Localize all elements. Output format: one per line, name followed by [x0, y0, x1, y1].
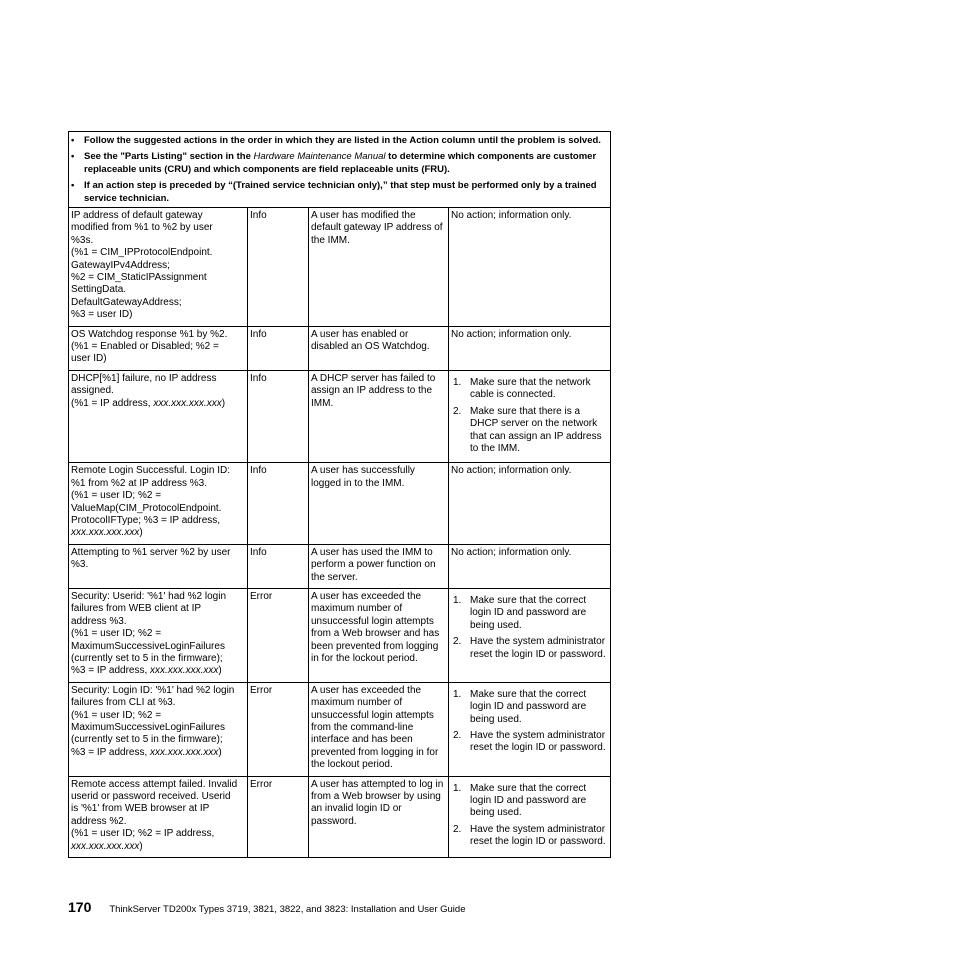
message-line: MaximumSuccessiveLoginFailures	[71, 722, 225, 734]
action-list	[451, 689, 608, 755]
message-line	[71, 398, 245, 410]
message-line: is '%1' from WEB browser at IP	[71, 803, 210, 815]
action-step	[451, 730, 608, 755]
message-line: %3.	[71, 559, 89, 571]
message-cell	[69, 588, 248, 682]
action-step	[451, 595, 608, 632]
table-row	[69, 370, 611, 462]
message-line: failures from WEB client at IP	[71, 603, 202, 615]
message-line: user ID)	[71, 353, 107, 365]
step-text: Have the system administrator reset the login ID or password.	[470, 823, 606, 848]
note-italic: Hardware Maintenance Manual	[253, 151, 386, 162]
step-number: 2.	[453, 405, 462, 417]
explanation-cell: A user has successfully logged in to the IMM.	[309, 463, 449, 544]
note-text: See the "Parts Listing" section in the	[84, 151, 254, 162]
message-line: %3s.	[71, 234, 94, 246]
action-cell	[449, 208, 611, 327]
message-line: (currently set to 5 in the firmware);	[71, 734, 223, 746]
action-step	[451, 783, 608, 820]
note-item	[71, 134, 608, 147]
action-cell	[449, 776, 611, 857]
explanation-cell: A user has modified the default gateway IP address of the IMM.	[309, 208, 449, 327]
action-cell	[449, 326, 611, 370]
message-line: address %2.	[71, 815, 127, 827]
message-fragment: )	[221, 397, 226, 409]
message-fragment: )	[139, 527, 143, 539]
action-text: No action; information only.	[451, 465, 572, 477]
message-fragment: )	[218, 746, 222, 758]
explanation-cell: A user has enabled or disabled an OS Watchdog.	[309, 326, 449, 370]
bullet-icon: •	[71, 151, 75, 162]
ip-placeholder: xxx.xxx.xxx.xxx	[150, 665, 219, 677]
message-line: DHCP[%1] failure, no IP address	[71, 372, 217, 384]
ip-placeholder: xxx.xxx.xxx.xxx	[153, 397, 222, 409]
note-text: If an action step is preceded by “(Trained service technician only),” that step must be performed only by a trained service technician.	[84, 180, 597, 204]
message-line: Security: Login ID: '%1' had %2 login	[71, 684, 235, 696]
action-cell	[449, 463, 611, 544]
severity-cell: Error	[248, 682, 309, 776]
message-fragment: )	[139, 840, 143, 852]
message-line: ValueMap(CIM_ProtocolEndpoint.	[71, 502, 222, 514]
message-line: (%1 = user ID; %2 = IP address,	[71, 828, 215, 840]
message-line: Remote Login Successful. Login ID:	[71, 465, 230, 477]
message-line: (%1 = Enabled or Disabled; %2 =	[71, 341, 219, 353]
message-fragment: )	[218, 665, 222, 677]
step-number: 1.	[453, 688, 462, 700]
step-number: 1.	[453, 782, 462, 794]
step-text: Make sure that the correct login ID and password are being used.	[470, 688, 587, 725]
explanation-cell: A user has exceeded the maximum number of unsuccessful login attempts from a Web browser and has been prevented from logging in for the lockout period.	[309, 588, 449, 682]
page-number: 170	[68, 899, 92, 915]
action-step	[451, 406, 608, 456]
notes-row	[69, 132, 611, 208]
message-line	[71, 747, 245, 759]
message-line: Security: Userid: '%1' had %2 login	[71, 590, 227, 602]
note-item	[71, 179, 608, 205]
action-step	[451, 636, 608, 661]
step-number: 1.	[453, 376, 462, 388]
ip-placeholder: xxx.xxx.xxx.xxx	[150, 746, 219, 758]
message-line: %3 = user ID)	[71, 309, 133, 321]
message-line: modified from %1 to %2 by user	[71, 222, 213, 234]
notes-list	[71, 134, 608, 205]
message-cell	[69, 326, 248, 370]
message-cell	[69, 370, 248, 462]
message-line: failures from CLI at %3.	[71, 697, 176, 709]
message-line: address %3.	[71, 615, 127, 627]
action-cell	[449, 588, 611, 682]
message-fragment: %3 = IP address,	[71, 665, 151, 677]
step-text: Make sure that there is a DHCP server on the network that can assign an IP address to the IMM.	[470, 405, 602, 454]
action-list	[451, 783, 608, 849]
explanation-cell: A user has attempted to log in from a Web browser by using an invalid login ID or password.	[309, 776, 449, 857]
ip-placeholder: xxx.xxx.xxx.xxx	[71, 527, 140, 539]
bullet-icon: •	[71, 180, 75, 191]
step-text: Make sure that the correct login ID and password are being used.	[470, 782, 587, 819]
table-row	[69, 208, 611, 327]
action-cell	[449, 370, 611, 462]
notes-cell	[69, 132, 611, 208]
explanation-cell: A DHCP server has failed to assign an IP address to the IMM.	[309, 370, 449, 462]
footer-title: ThinkServer TD200x Types 3719, 3821, 3822, and 3823: Installation and User Guide	[109, 904, 466, 915]
message-cell	[69, 208, 248, 327]
message-line: OS Watchdog response %1 by %2.	[71, 328, 228, 340]
explanation-cell: A user has used the IMM to perform a power function on the server.	[309, 544, 449, 588]
message-fragment: %3 = IP address,	[71, 746, 151, 758]
action-text: No action; information only.	[451, 210, 572, 221]
table-row	[69, 588, 611, 682]
ip-placeholder: xxx.xxx.xxx.xxx	[71, 840, 140, 852]
message-line: Remote access attempt failed. Invalid	[71, 778, 238, 790]
message-line: %2 = CIM_StaticIPAssignment	[71, 272, 207, 284]
message-line: SettingData.	[71, 284, 127, 296]
severity-cell: Info	[248, 370, 309, 462]
message-line: (%1 = user ID; %2 =	[71, 490, 162, 502]
message-cell	[69, 776, 248, 857]
action-list	[451, 595, 608, 661]
event-log-table	[68, 131, 611, 858]
message-fragment: (%1 = IP address,	[71, 397, 154, 409]
message-line: (%1 = user ID; %2 =	[71, 709, 162, 721]
message-line: assigned.	[71, 385, 114, 397]
action-step	[451, 377, 608, 402]
severity-cell: Info	[248, 463, 309, 544]
table-row	[69, 463, 611, 544]
message-line: (%1 = user ID; %2 =	[71, 628, 162, 640]
message-line: GatewayIPv4Address;	[71, 259, 170, 271]
action-cell	[449, 682, 611, 776]
message-cell	[69, 682, 248, 776]
bullet-icon: •	[71, 135, 75, 146]
message-line: Attempting to %1 server %2 by user	[71, 546, 231, 558]
action-step	[451, 689, 608, 726]
message-line	[71, 841, 245, 853]
table-row	[69, 544, 611, 588]
severity-cell: Info	[248, 544, 309, 588]
message-cell	[69, 544, 248, 588]
page-footer	[68, 899, 466, 919]
step-text: Have the system administrator reset the login ID or password.	[470, 730, 606, 754]
severity-cell: Info	[248, 326, 309, 370]
action-text: No action; information only.	[451, 328, 572, 340]
message-line: %1 from %2 at IP address %3.	[71, 477, 207, 489]
message-line: MaximumSuccessiveLoginFailures	[71, 640, 225, 652]
message-cell	[69, 463, 248, 544]
step-number: 1.	[453, 594, 462, 606]
severity-cell: Error	[248, 776, 309, 857]
explanation-cell: A user has exceeded the maximum number of unsuccessful login attempts from the command-line interface and has been prevented from logging in for the lockout period.	[309, 682, 449, 776]
note-text: Follow the suggested actions in the order in which they are listed in the Action column until the problem is solved.	[84, 135, 601, 146]
message-line: (currently set to 5 in the firmware);	[71, 653, 223, 664]
table-row	[69, 682, 611, 776]
step-text: Have the system administrator reset the login ID or password.	[470, 636, 606, 660]
note-text: to determine which components are customer replaceable units (CRU) and which components are field replaceable units (FRU).	[84, 151, 597, 175]
severity-cell: Error	[248, 588, 309, 682]
message-line: ProtocolIFType; %3 = IP address,	[71, 514, 221, 526]
message-line: (%1 = CIM_IPProtocolEndpoint.	[71, 247, 213, 259]
message-line	[71, 665, 245, 677]
action-list	[451, 377, 608, 455]
action-cell	[449, 544, 611, 588]
message-line: DefaultGatewayAddress;	[71, 296, 182, 308]
note-item	[71, 150, 608, 176]
action-text: No action; information only.	[451, 546, 572, 558]
severity-cell: Info	[248, 208, 309, 327]
step-text: Make sure that the network cable is connected.	[470, 376, 591, 401]
table-row	[69, 776, 611, 857]
step-number: 2.	[453, 730, 462, 742]
action-step	[451, 824, 608, 849]
message-line: userid or password received. Userid	[71, 791, 231, 803]
message-line: IP address of default gateway	[71, 210, 203, 221]
step-text: Make sure that the correct login ID and password are being used.	[470, 594, 587, 631]
step-number: 2.	[453, 636, 462, 648]
step-number: 2.	[453, 823, 462, 835]
message-line	[71, 527, 245, 539]
table-row	[69, 326, 611, 370]
